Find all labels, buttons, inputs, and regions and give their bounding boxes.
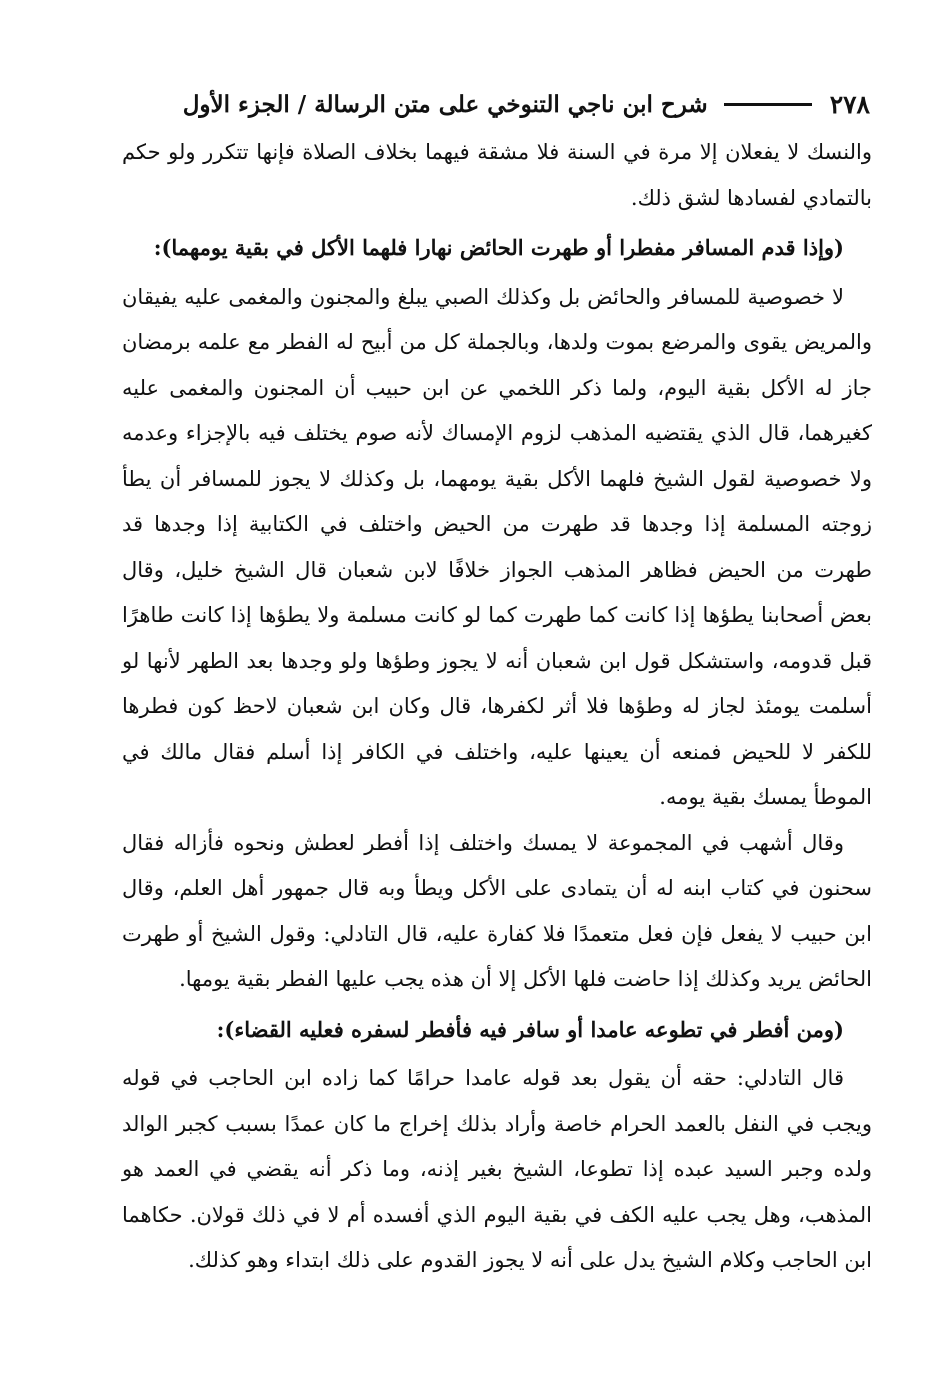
page-header xyxy=(120,82,870,126)
section-heading: (وإذا قدم المسافر مفطرا أو طهرت الحائض نهارا فلهما الأكل في بقية يومهما): xyxy=(153,235,844,260)
header-rule xyxy=(724,103,812,106)
page-number: ٢٧٨ xyxy=(829,89,870,119)
paragraph: وقال أشهب في المجموعة لا يمسك واختلف إذا أفطر لعطش ونحوه فأزاله فقال سحنون في كتاب ابنه له أن يتمادى على الأكل ويطأ وبه قال جمهور أهل العلم، وقال ابن حبيب لا يفعل فإن فعل متعمدًا فلا كفارة عليه، قال التادلي: وقول الشيخ أو طهرت الحائض يريد وكذلك إذا حاضت فلها الأكل إلا أن هذه يجب عليها الفطر بقية يومها. xyxy=(122,830,872,991)
section-heading: (ومن أفطر في تطوعه عامدا أو سافر فيه فأفطر لسفره فعليه القضاء): xyxy=(216,1016,844,1042)
paragraph: قال التادلي: حقه أن يقول بعد قوله عامدا حرامًا كما زاده ابن الحاجب في قوله ويجب في النفل بالعمد الحرام خاصة وأراد بذلك إخراج ما كان عمدًا بسبب كجبر الوالد ولده وجبر السيد عبده إذا تطوعا، الشيخ بغير إذنه، وما ذكر أنه يقضي في العمد هو المذهب، وهل يجب عليه الكف في بقية اليوم الذي أفسده أم لا في ذلك قولان. حكاهما ابن الحاجب وكلام الشيخ يدل على أنه لا يجوز القدوم على ذلك ابتداء وهو كذلك. xyxy=(122,1066,872,1272)
page-body xyxy=(122,130,872,1284)
paragraph: لا خصوصية للمسافر والحائض بل وكذلك الصبي يبلغ والمجنون والمغمى عليه يفيقان والمريض يقوى والمرضع بموت ولدها، وبالجملة كل من أبيح له الفطر مع علمه برمضان جاز له الأكل بقية اليوم، ولما ذكر اللخمي عن ابن حبيب أن المجنون والمغمى عليه كغيرهما، قال الذي يقتضيه المذهب لزوم الإمساك لأنه صوم يختلف فيه بالإجزاء وعدمه ولا خصوصية لقول الشيخ فلهما الأكل بقية يومهما، بل وكذلك لا يجوز للمسافر أن يطأ زوجته المسلمة إذا وجدها قد طهرت من الحيض واختلف في الكتابية إذا وجدها قد طهرت من الحيض فظاهر المذهب الجواز خلافًا لابن شعبان قال الشيخ خليل، وقال بعض أصحابنا يطؤها إذا كانت كما طهرت كما لو كانت مسلمة ولا يطؤها إذا كانت طاهرًا قبل قدومه، واستشكل قول ابن شعبان أنه لا يجوز وطؤها ولو وجدها بعد الطهر لأنها لو أسلمت يومئذ لجاز له وطؤها فلا أثر لكفرها، قال وكان ابن شعبان لاحظ كون فطرها للكفر لا للحيض فمنعه أن يعينها عليه، واختلف في الكافر إذا أسلم فقال مالك في الموطأ يمسك بقية يومه. xyxy=(122,284,872,809)
running-title: شرح ابن ناجي التنوخي على متن الرسالة / الجزء الأول xyxy=(182,90,708,118)
paragraph: والنسك لا يفعلان إلا مرة في السنة فلا مشقة فيهما بخلاف الصلاة فإنها تتكرر ولو حكم بالتمادي لفسادها لشق ذلك. xyxy=(122,140,872,210)
